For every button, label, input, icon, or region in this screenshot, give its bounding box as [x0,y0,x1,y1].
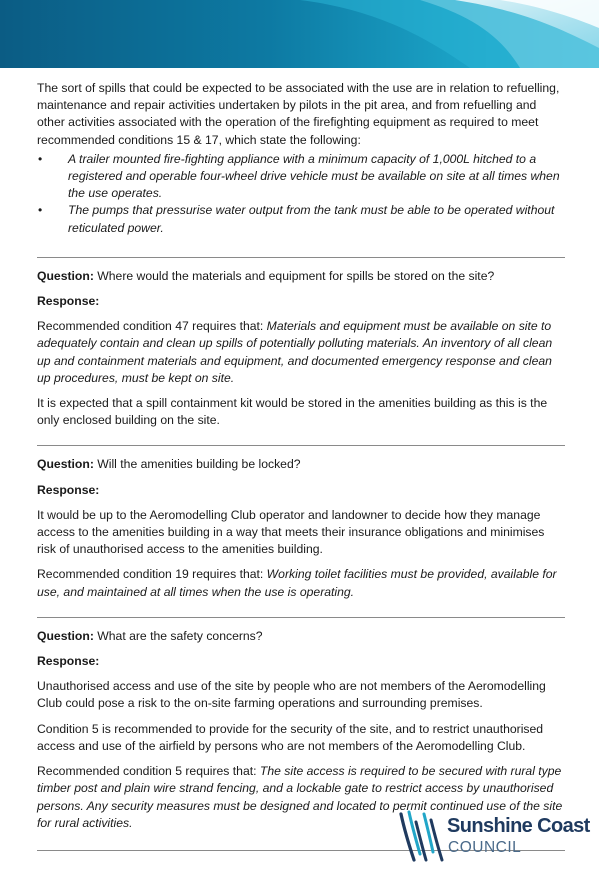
document-body [37,72,565,851]
response-paragraph [37,566,565,600]
intro-paragraph: The sort of spills that could be expected to be associated with the use are in relation to refuelling, maintenance and repair activities undertaken by pilots in the pit area, and from refuelling and other activities associated with the operation of the firefighting equipment as required to meet recommended conditions 15 & 17, which state the following: [37,81,560,147]
question-label: Question: [37,628,94,643]
section-divider [37,257,565,258]
response-text: Unauthorised access and use of the site by people who are not members of the Aeromodelling Club could pose a risk to the on-site farming operations and surrounding premises. [37,679,546,711]
question-label: Question: [37,268,94,283]
logo-title: Sunshine Coast [447,815,590,837]
header-wave-graphic [0,0,599,68]
question-line [37,456,565,473]
question-text: Where would the materials and equipment for spills be stored on the site? [97,268,495,283]
response-paragraph [37,721,565,755]
bullet-icon: • [38,151,43,166]
bullet-item [37,151,565,203]
logo-wave-icon [398,808,448,866]
response-paragraph [37,318,565,387]
logo-subtitle: COUNCIL [448,839,522,856]
response-label: Response: [37,294,100,309]
condition-bullet-list [37,151,565,237]
condition-quote: Working toilet facilities must be provided, available for use, and maintained at all times when the use is operating. [37,567,557,599]
question-text: What are the safety concerns? [97,628,263,643]
sunshine-coast-council-logo [398,808,594,866]
bullet-text: A trailer mounted fire-fighting appliance with a minimum capacity of 1,000L hitched to a registered and operable four-wheel drive vehicle must be available on site at all times when the use operates. [68,151,560,201]
response-text: Recommended condition 47 requires that: [37,319,267,334]
qa-section [37,628,565,832]
response-text: It is expected that a spill containment kit would be stored in the amenities building as this is the only enclosed building on the site. [37,396,548,428]
question-line [37,628,565,645]
bullet-item [37,202,565,236]
response-text: Recommended condition 5 requires that: [37,764,260,779]
response-paragraph [37,507,565,559]
condition-quote: The site access is required to be secured with rural type timber post and plain wire strand fencing, and a lockable gate to restrict access by unauthorised persons. Any security measures must be designed and located to permit continued use of the site for rural activities. [37,764,563,830]
bullet-text: The pumps that pressurise water output from the tank must be able to be operated without reticulated power. [68,203,555,235]
section-divider [37,617,565,618]
section-divider [37,445,565,446]
qa-section [37,456,565,600]
response-paragraph [37,678,565,712]
header-banner [0,0,599,68]
response-text: Condition 5 is recommended to provide for the security of the site, and to restrict unauthorised access and use of the airfield by persons who are not members of the Aeromodelling Club. [37,721,544,753]
response-paragraph [37,395,565,429]
bullet-icon: • [38,203,43,218]
response-label: Response: [37,654,100,669]
response-text: It would be up to the Aeromodelling Club operator and landowner to decide how they manage access to the amenities building in a way that meets their insurance obligations and minimises risk of unauthorised access to the amenities building. [37,507,545,557]
condition-quote: Materials and equipment must be available on site to adequately contain and clean up spills of potentially polluting materials. An inventory of all clean up and containment materials and equipment, and documented emergency response and clean up procedures, must be kept on site. [37,319,553,385]
qa-section [37,268,565,430]
response-label: Response: [37,482,100,497]
response-text: Recommended condition 19 requires that: [37,567,267,582]
question-text: Will the amenities building be locked? [97,457,301,472]
question-line [37,268,565,285]
question-label: Question: [37,457,94,472]
